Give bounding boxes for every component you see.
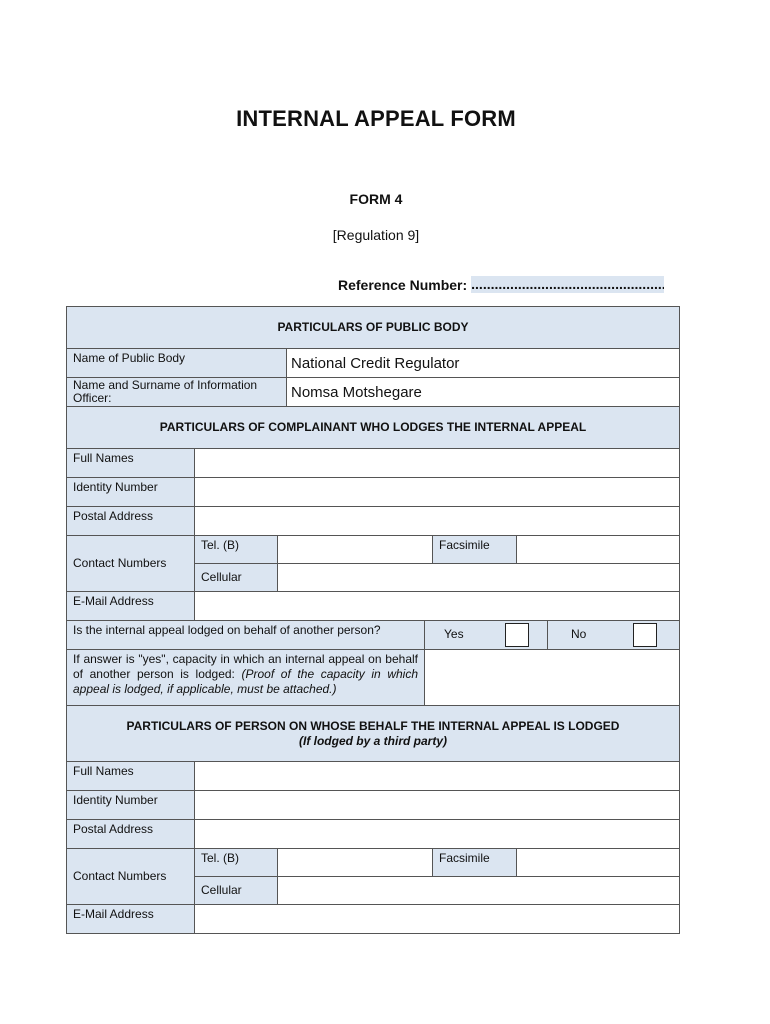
information-officer-field[interactable]: Nomsa Motshegare <box>286 377 680 407</box>
third-party-email-label: E-Mail Address <box>66 904 195 934</box>
public-body-name-field[interactable]: National Credit Regulator <box>286 348 680 378</box>
complainant-tel-label: Tel. (B) <box>194 535 278 564</box>
third-party-identity-number-field[interactable] <box>194 790 680 820</box>
complainant-email-label: E-Mail Address <box>66 591 195 621</box>
third-party-tel-label: Tel. (B) <box>194 848 278 877</box>
complainant-header <box>66 406 680 449</box>
third-party-facsimile-field[interactable] <box>516 848 680 877</box>
third-party-postal-address-label: Postal Address <box>66 819 195 849</box>
public-body-name-label: Name of Public Body <box>66 348 287 378</box>
capacity-note-italic: (Proof of the capacity in which appeal is lodged, if applicable, must be attached.) <box>73 667 418 696</box>
complainant-facsimile-label: Facsimile <box>432 535 517 564</box>
form-number: FORM 4 <box>349 191 403 207</box>
reference-number-field[interactable] <box>471 276 664 293</box>
complainant-identity-number-label: Identity Number <box>66 477 195 507</box>
complainant-tel-field[interactable] <box>277 535 433 564</box>
complainant-postal-address-field[interactable] <box>194 506 680 536</box>
third-party-tel-field[interactable] <box>277 848 433 877</box>
public-body-header <box>66 306 680 349</box>
complainant-postal-address-label: Postal Address <box>66 506 195 536</box>
no-label: No <box>571 627 587 641</box>
third-party-contact-numbers-label: Contact Numbers <box>66 848 195 905</box>
third-party-subheader: (If lodged by a third party) <box>298 733 447 748</box>
information-officer-label: Name and Surname of Information Officer: <box>66 377 287 407</box>
third-party-postal-address-field[interactable] <box>194 819 680 849</box>
regulation-reference: [Regulation 9] <box>332 227 420 243</box>
yes-checkbox[interactable] <box>505 623 529 647</box>
complainant-full-names-label: Full Names <box>66 448 195 478</box>
complainant-email-field[interactable] <box>194 591 680 621</box>
no-checkbox[interactable] <box>633 623 657 647</box>
reference-number-line <box>338 276 664 293</box>
complainant-cellular-field[interactable] <box>277 563 680 592</box>
third-party-header-text: PARTICULARS OF PERSON ON WHOSE BEHALF THE INTERNAL APPEAL IS LODGED <box>126 718 620 733</box>
third-party-identity-number-label: Identity Number <box>66 790 195 820</box>
yes-label: Yes <box>444 627 464 641</box>
complainant-cellular-label: Cellular <box>194 563 278 592</box>
no-option-cell <box>547 620 680 650</box>
public-body-header-text: PARTICULARS OF PUBLIC BODY <box>277 320 469 334</box>
capacity-field[interactable] <box>424 649 680 706</box>
third-party-email-field[interactable] <box>194 904 680 934</box>
reference-number-label: Reference Number: <box>338 277 468 293</box>
complainant-contact-numbers-label: Contact Numbers <box>66 535 195 592</box>
complainant-identity-number-field[interactable] <box>194 477 680 507</box>
yes-option-cell <box>424 620 548 650</box>
complainant-header-text: PARTICULARS OF COMPLAINANT WHO LODGES THE INTERNAL APPEAL <box>159 420 587 434</box>
form-title: INTERNAL APPEAL FORM <box>236 106 516 131</box>
third-party-full-names-label: Full Names <box>66 761 195 791</box>
third-party-header <box>66 705 680 762</box>
third-party-cellular-label: Cellular <box>194 876 278 905</box>
third-party-cellular-field[interactable] <box>277 876 680 905</box>
behalf-question: Is the internal appeal lodged on behalf of another person? <box>66 620 425 650</box>
capacity-note <box>66 649 425 706</box>
third-party-full-names-field[interactable] <box>194 761 680 791</box>
capacity-note-text: If answer is "yes", capacity in which an internal appeal on behalf of another person is lodged: <box>73 652 418 681</box>
third-party-facsimile-label: Facsimile <box>432 848 517 877</box>
complainant-full-names-field[interactable] <box>194 448 680 478</box>
complainant-facsimile-field[interactable] <box>516 535 680 564</box>
